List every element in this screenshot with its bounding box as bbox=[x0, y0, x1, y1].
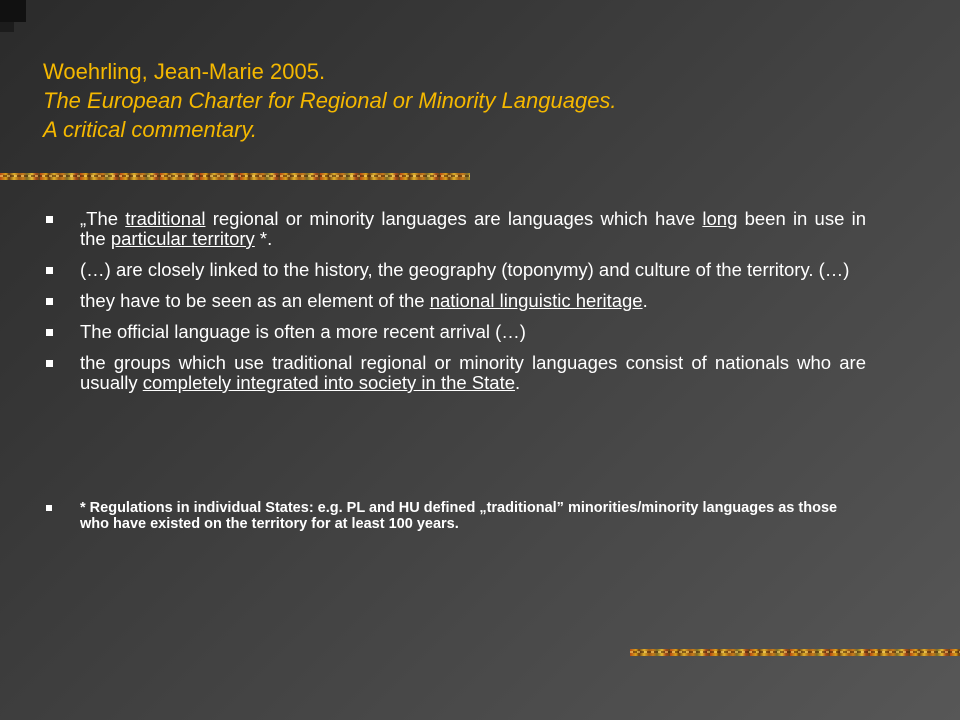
footnote-text: * Regulations in individual States: e.g. PL and HU defined „traditional” minorities/minority languages as those who have existed on the territory for at least 100 years. bbox=[80, 500, 838, 532]
title-author-line: Woehrling, Jean-Marie 2005. bbox=[43, 59, 326, 84]
bullet-square-icon bbox=[46, 360, 53, 367]
bullet-square-icon bbox=[46, 298, 53, 305]
slide-title bbox=[43, 57, 923, 144]
bullet-list bbox=[46, 209, 866, 404]
corner-decoration-small bbox=[0, 22, 14, 32]
bullet-text: regional or minority languages are languages which have bbox=[205, 208, 703, 229]
bullet-text: . bbox=[515, 372, 521, 393]
bullet-square-icon bbox=[46, 329, 53, 336]
bullet-square-icon bbox=[46, 505, 52, 511]
bullet-text: they have to be seen as an element of the bbox=[80, 290, 430, 311]
footnote-list bbox=[46, 500, 846, 532]
bullet-item-official-language bbox=[46, 322, 866, 342]
title-subtitle-line: A critical commentary. bbox=[43, 117, 257, 142]
bullet-text: The official language is often a more recent arrival (…) bbox=[80, 321, 526, 342]
underlined-term: national linguistic heritage bbox=[429, 290, 643, 311]
bullet-item-traditional-languages bbox=[46, 209, 866, 249]
underlined-term: traditional bbox=[125, 208, 206, 229]
bullet-text: the groups which use traditional regional or minority languages consist of nationals who are usually bbox=[80, 352, 866, 393]
title-book-line: The European Charter for Regional or Minority Languages. bbox=[43, 88, 617, 113]
bullet-square-icon bbox=[46, 216, 53, 223]
bullet-text: *. bbox=[254, 228, 273, 249]
bullet-text: been in use in the bbox=[80, 208, 866, 249]
corner-decoration bbox=[0, 0, 26, 22]
bullet-square-icon bbox=[46, 267, 53, 274]
bullet-text: . bbox=[642, 290, 648, 311]
decorative-stripe-bottom bbox=[630, 649, 960, 656]
bullet-item-national-heritage bbox=[46, 291, 866, 311]
bullet-text: „The bbox=[80, 208, 126, 229]
decorative-stripe-top bbox=[0, 173, 470, 180]
bullet-text: (…) are closely linked to the history, the geography (toponymy) and culture of the territory. (…) bbox=[80, 259, 850, 280]
underlined-term: completely integrated into society in the State bbox=[142, 372, 516, 393]
underlined-term: long bbox=[702, 208, 738, 229]
bullet-item-history-geography bbox=[46, 260, 866, 280]
footnote-item bbox=[46, 500, 846, 532]
bullet-item-integrated-groups bbox=[46, 353, 866, 393]
underlined-term: particular territory bbox=[110, 228, 255, 249]
